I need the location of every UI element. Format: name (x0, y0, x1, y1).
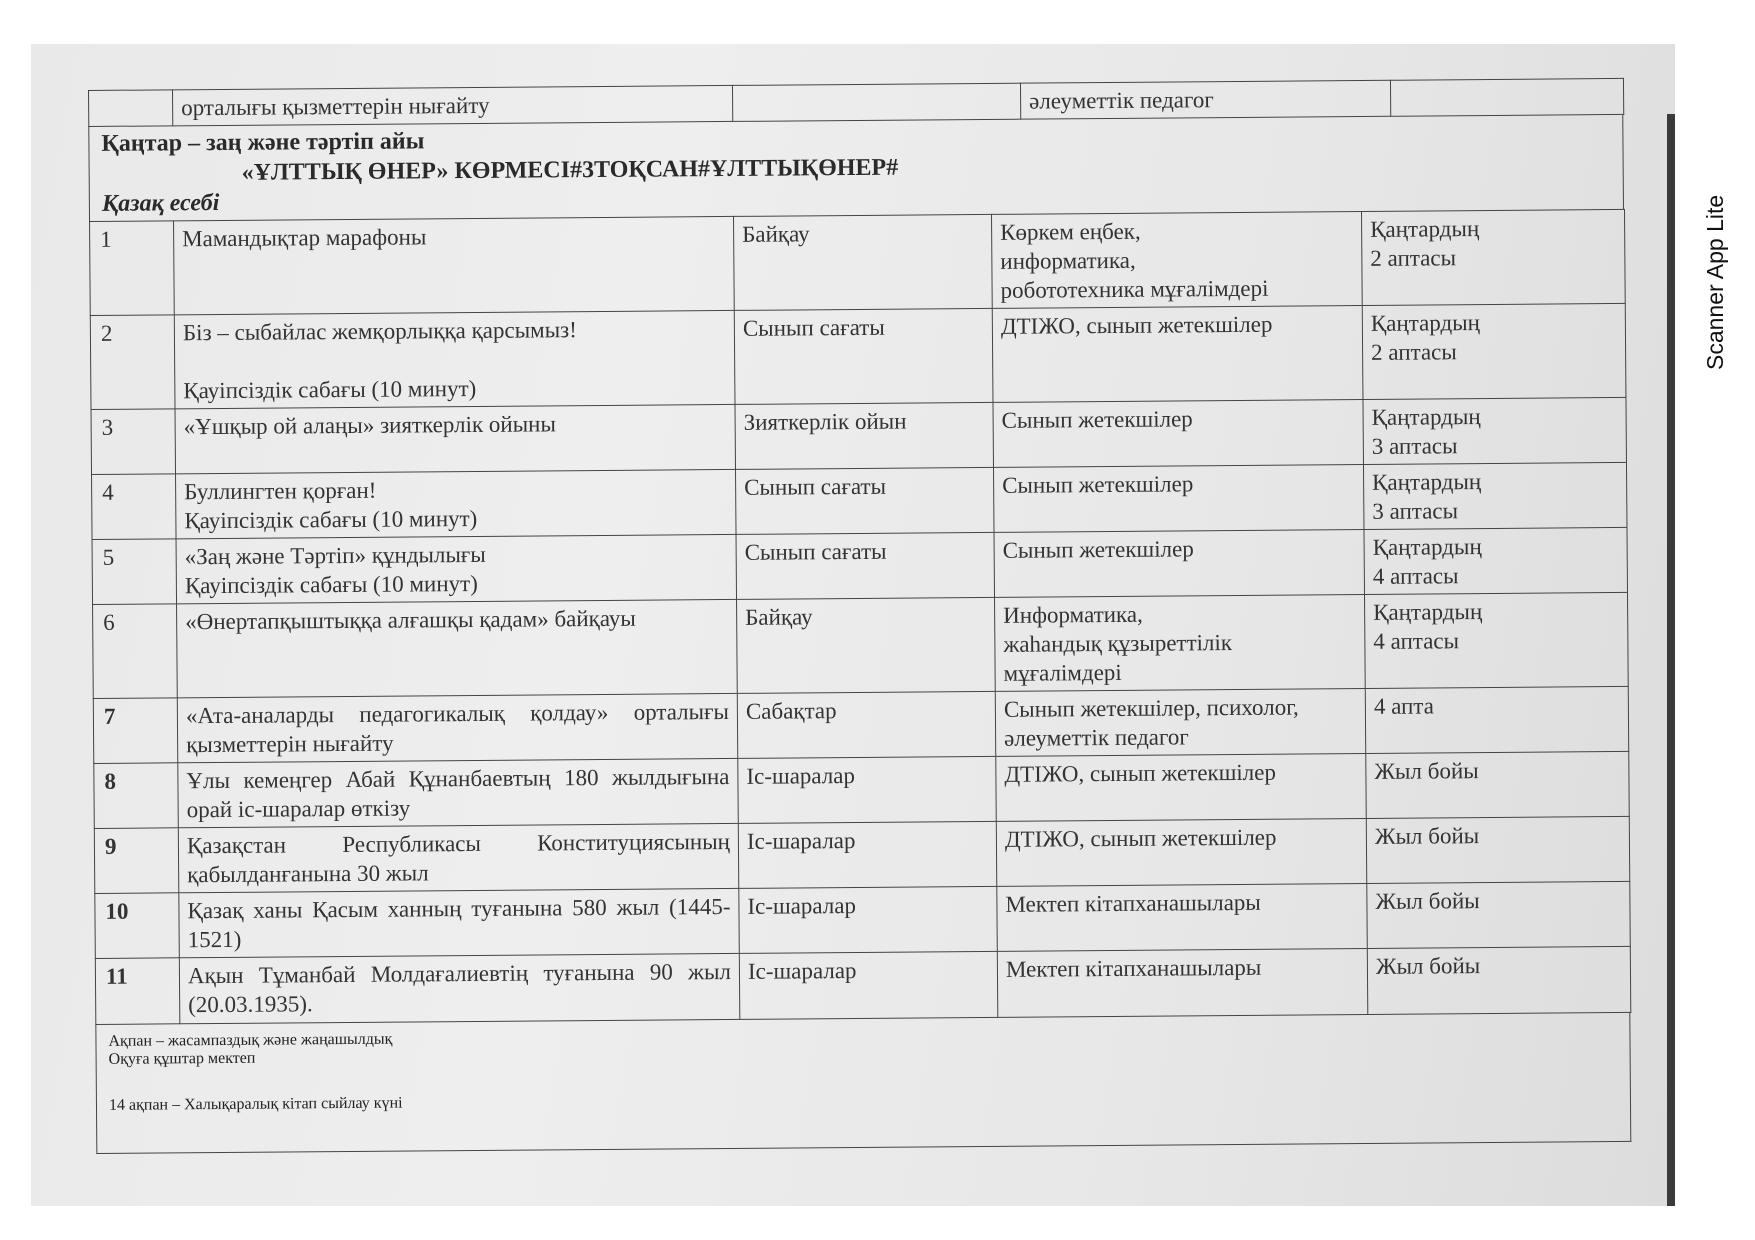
section-subtitle: Қазақ есебі (101, 189, 220, 217)
cell-num: 2 (90, 315, 175, 410)
cell-time: Қаңтардың 4 аптасы (1365, 592, 1629, 688)
cell-event: Ақын Тұманбай Молдағалиевтің туғанына 90 жыл (20.03.1935). (179, 953, 740, 1023)
cell-responsible: Сынып жетекшілер, психолог, әлеуметтік педагог (995, 688, 1365, 756)
february-theme: Оқуға құштар мектеп (108, 1049, 256, 1068)
plan-sheet (88, 78, 1631, 1154)
book-day-title: 14 ақпан – Халықаралық кітап сыйлау күні (108, 1094, 403, 1114)
cell-form: Байқау (734, 214, 993, 310)
cell-num: 8 (94, 763, 179, 829)
cell-responsible: Информатика, жаһандық құзыреттілік мұғалімдері (995, 594, 1366, 691)
cell-form: Іс-шаралар (739, 886, 998, 953)
exhibition-title: «ҰЛТТЫҚ ӨНЕР» КӨРМЕСІ#3ТОҚСАН#ҰЛТТЫҚӨНЕР# (241, 154, 899, 186)
cell-event: Мамандықтар марафоны (174, 216, 735, 314)
cell-num (89, 90, 173, 127)
cell-form: Іс-шаралар (739, 951, 998, 1019)
cell-num: 7 (93, 698, 178, 764)
cell-form: Сынып сағаты (736, 532, 995, 599)
table-row (92, 462, 1627, 539)
cell-time: Қаңтардың 2 аптасы (1361, 209, 1625, 305)
cell-responsible: ДТІЖО, сынып жетекшілер (992, 305, 1363, 402)
cell-event: Біз – сыбайлас жемқорлыққа қарсымыз! Қауіпсіздік сабағы (10 минут) (174, 310, 735, 408)
cell-event: Ұлы кемеңгер Абай Құнанбаевтың 180 жылдығына орай іс-шаралар өткізу (178, 758, 738, 827)
month-title: Қаңтар – заң және тәртіп айы (101, 128, 425, 157)
cell-responsible: Сынып жетекшілер (993, 399, 1363, 467)
cell-num: 10 (95, 893, 180, 959)
cell-form (732, 83, 1020, 121)
cell-form: Сынып сағаты (734, 308, 993, 404)
cell-responsible: Көркем еңбек, информатика, робототехника мұғалімдері (992, 212, 1363, 309)
cell-num: 11 (95, 958, 180, 1025)
cell-responsible: Мектеп кітапханашылары (997, 948, 1368, 1017)
table-row (91, 397, 1626, 474)
february-section (95, 1013, 1631, 1154)
cell-time: Жыл бойы (1367, 946, 1631, 1014)
cell-num: 9 (94, 828, 179, 894)
cell-responsible: Сынып жетекшілер (994, 529, 1364, 597)
cell-responsible: ДТІЖО, сынып жетекшілер (996, 818, 1366, 886)
cell-time: Қаңтардың 2 аптасы (1362, 303, 1626, 399)
events-table (89, 209, 1631, 1025)
cell-event: «Өнертапқыштыққа алғашқы қадам» байқауы (177, 599, 738, 697)
february-title: Ақпан – жасампаздық және жаңашылдық (108, 1030, 393, 1050)
cell-event: «Ұшқыр ой алаңы» зияткерлік ойыны (175, 404, 735, 473)
cell-num: 1 (90, 221, 175, 316)
scan-edge-shadow (1667, 114, 1675, 1206)
cell-time: Жыл бойы (1367, 881, 1631, 948)
cell-time: Қаңтардың 4 аптасы (1364, 527, 1628, 594)
cell-event: орталығы қызметтерін нығайту (173, 85, 733, 125)
cell-time: 4 апта (1365, 686, 1629, 753)
table-row (90, 209, 1626, 315)
cell-num: 6 (93, 604, 178, 699)
table-row (95, 881, 1630, 958)
cell-form: Зияткерлік ойын (735, 402, 994, 469)
table-row (93, 686, 1628, 763)
cell-event: «Ата-аналарды педагогикалық қолдау» орталығы қызметтерін нығайту (177, 693, 737, 762)
cell-num: 3 (91, 409, 176, 475)
month-header (88, 115, 1624, 221)
cell-time (1390, 78, 1623, 116)
cell-form: Сынып сағаты (735, 467, 994, 534)
cell-responsible: Мектеп кітапханашылары (997, 883, 1367, 951)
cell-responsible: әлеуметтік педагог (1020, 80, 1390, 119)
cell-form: Сабақтар (737, 691, 996, 758)
cell-event: «Заң және Тәртіп» құндылығы Қауіпсіздік сабағы (10 минут) (176, 534, 736, 603)
table-row (94, 751, 1629, 828)
cell-event: Қазақстан Республикасы Конституциясының қабылданғанына 30 жыл (178, 823, 738, 892)
document-page (88, 78, 1651, 1150)
cell-time: Қаңтардың 3 аптасы (1363, 397, 1627, 464)
cell-responsible: ДТІЖО, сынып жетекшілер (996, 753, 1366, 821)
table-row (95, 946, 1630, 1024)
cell-form: Іс-шаралар (738, 756, 997, 823)
cell-time: Жыл бойы (1366, 751, 1630, 818)
table-row (94, 816, 1629, 893)
scanner-app-watermark: Scanner App Lite (1702, 194, 1728, 370)
table-row (93, 592, 1629, 698)
cell-responsible: Сынып жетекшілер (993, 464, 1363, 532)
cell-num: 5 (92, 539, 177, 605)
table-row (92, 527, 1627, 604)
cell-num: 4 (92, 474, 177, 540)
table-row (90, 303, 1626, 409)
cell-event: Буллингтен қорған! Қауіпсіздік сабағы (10 минут) (176, 469, 736, 538)
cell-event: Қазақ ханы Қасым ханның туғанына 580 жыл (1445-1521) (179, 888, 739, 957)
cell-time: Жыл бойы (1366, 816, 1630, 883)
cell-form: Іс-шаралар (738, 821, 997, 888)
cell-time: Қаңтардың 3 аптасы (1363, 462, 1627, 529)
cell-form: Байқау (737, 597, 996, 693)
